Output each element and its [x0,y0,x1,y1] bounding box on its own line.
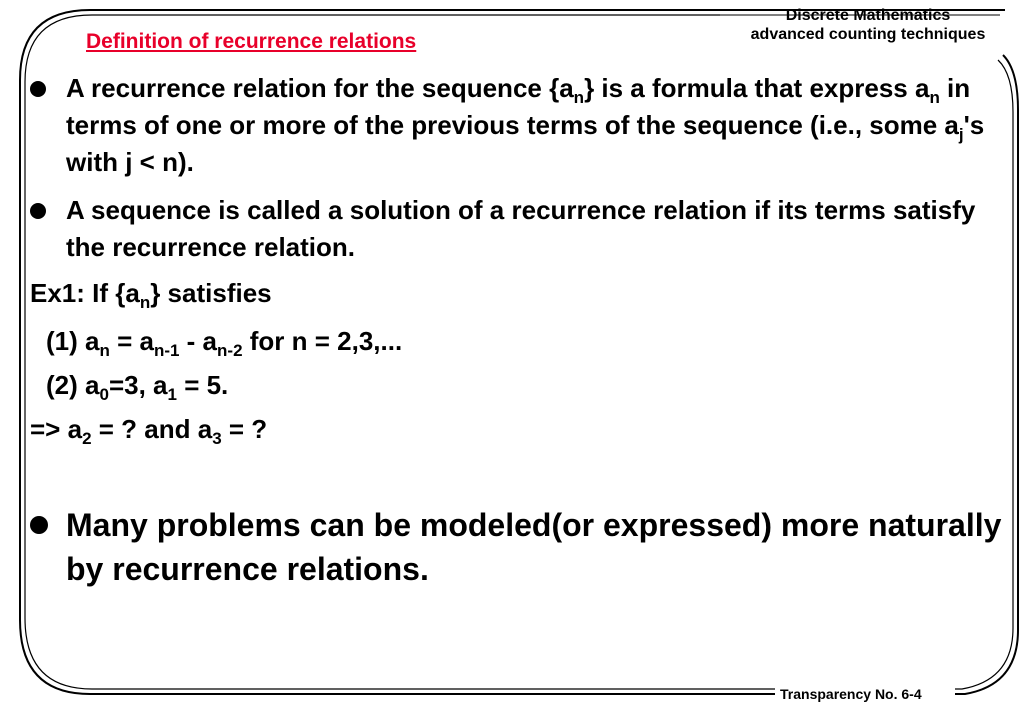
text-run: - a [179,326,218,356]
text-run: 's with j < n). [66,110,985,177]
bullet-dot-icon [30,203,46,219]
text-run: in terms of one or more of the previous terms of the sequence (i.e., some a [66,73,971,140]
text-run: (2) a [46,370,100,400]
example-intro [30,278,272,312]
example-condition-1 [46,326,403,360]
subscript: 2 [82,429,92,448]
text-run: } is a formula that express a [584,73,930,103]
bullet-text [66,70,1010,181]
text-run: = ? [221,414,268,444]
transparency-number: Transparency No. 6-4 [780,686,922,702]
subscript: n [139,293,151,312]
subscript: 1 [167,385,177,404]
subscript: 0 [99,385,109,404]
bullet-text: Many problems can be modeled(or expressed) more naturally by recurrence relations. [66,507,1002,587]
text-run: = a [109,326,154,356]
subscript: n [929,88,940,107]
example-condition-2 [46,370,229,404]
bullet-dot-icon [30,516,48,534]
text-run: for n = 2,3,... [242,326,403,356]
subscript: n [573,88,585,107]
text-run: = 5. [176,370,229,400]
subscript: 3 [212,429,222,448]
course-topic: advanced counting techniques [750,26,986,43]
text-run: (1) a [46,326,100,356]
text-run: Ex1: If {a [30,278,140,308]
course-header [722,6,1014,44]
course-name: Discrete Mathematics [785,7,951,24]
subscript: n-2 [217,341,243,360]
bullet-dot-icon [30,81,46,97]
subscript: n-1 [153,341,180,360]
text-run: =3, a [108,370,168,400]
subscript: n [99,341,110,360]
subscript: j [958,125,964,144]
text-run: => a [30,414,83,444]
example-question [30,414,268,448]
bullet-text: A sequence is called a solution of a recurrence relation if its terms satisfy the recurrence relation. [66,195,976,262]
text-run: = ? and a [91,414,213,444]
text-run: A recurrence relation for the sequence {a [66,73,574,103]
text-run: } satisfies [150,278,272,308]
slide-title: Definition of recurrence relations [86,30,417,53]
